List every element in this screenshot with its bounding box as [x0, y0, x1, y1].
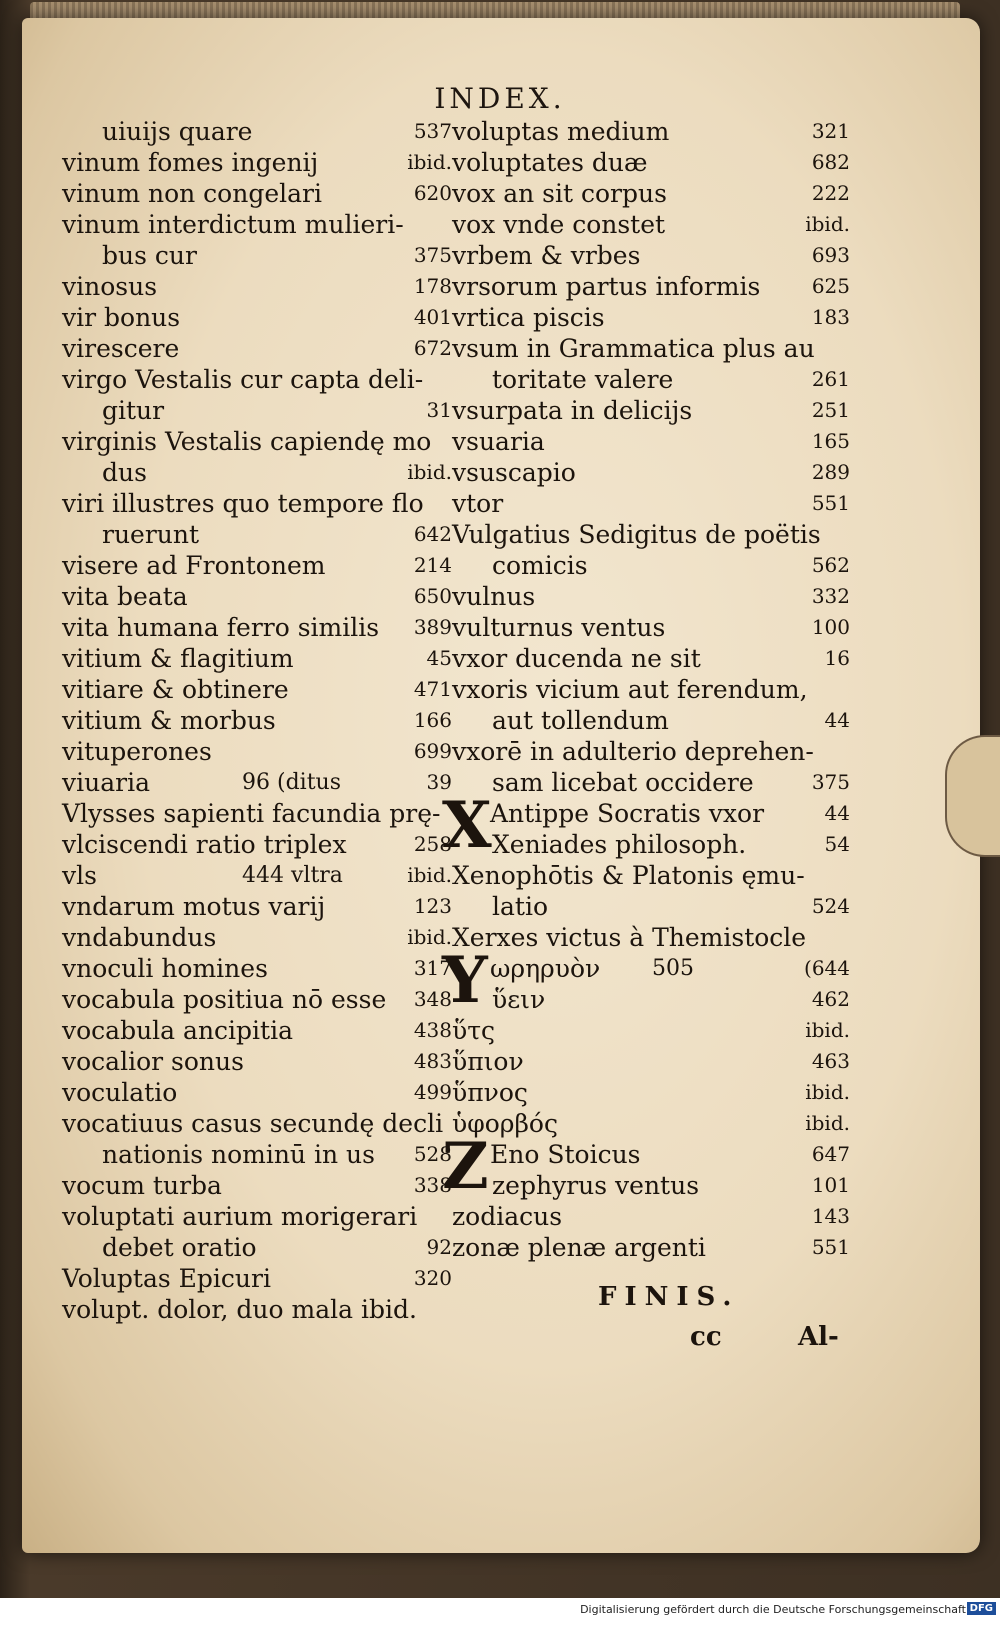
entry-term: Antippe Socratis vxor	[490, 799, 765, 828]
entry-term: Xeniades philosoph.	[492, 830, 747, 859]
entry-page-ref: 166	[413, 708, 452, 732]
entry-term: voluptati aurium morigerari	[62, 1202, 418, 1231]
entry-page-ref: ibid.	[805, 1080, 850, 1104]
index-entry	[62, 1170, 452, 1201]
index-entry	[62, 953, 452, 984]
index-entry	[62, 1263, 452, 1294]
entry-page-ref: ibid.	[805, 1018, 850, 1042]
entry-term: vox vnde constet	[452, 210, 666, 239]
index-entry	[62, 1294, 452, 1325]
index-entry	[62, 1046, 452, 1077]
entry-term: comicis	[492, 551, 588, 580]
entry-page-ref: 389	[413, 615, 452, 639]
entry-term: vituperones	[62, 737, 212, 766]
index-entry	[62, 767, 452, 798]
catchword: Al-	[798, 1322, 839, 1352]
entry-term: uiuijs quare	[102, 117, 253, 146]
index-entry	[62, 612, 452, 643]
index-entry	[62, 240, 452, 271]
index-entry	[62, 333, 452, 364]
index-entry	[62, 860, 452, 891]
index-entry	[452, 271, 850, 302]
entry-page-ref: 183	[811, 305, 850, 329]
entry-page-ref: 499	[413, 1080, 452, 1104]
entry-term: vitium & flagitium	[62, 644, 294, 673]
index-column-right	[442, 116, 850, 1263]
entry-term: ωρηρυὸν	[490, 954, 601, 983]
index-entry	[452, 1170, 850, 1201]
index-entry	[452, 581, 850, 612]
page-clip	[945, 735, 1000, 857]
page-header: INDEX.	[434, 82, 566, 115]
entry-term: vinum non congelari	[62, 179, 322, 208]
index-entry	[452, 333, 850, 364]
index-entry	[62, 736, 452, 767]
entry-term: zephyrus ventus	[492, 1171, 700, 1200]
entry-term: bus cur	[102, 241, 197, 270]
index-entry	[62, 922, 452, 953]
initial-letter: Y	[442, 943, 488, 1018]
entry-page-ref: 401	[413, 305, 452, 329]
entry-page-ref: 39	[426, 770, 452, 794]
entry-page-ref: 463	[811, 1049, 850, 1073]
dfg-logo: DFG	[967, 1602, 996, 1615]
entry-term: Vlysses sapienti facundia prę-	[62, 799, 441, 828]
index-entry	[452, 674, 850, 705]
entry-inline: 505	[652, 956, 694, 981]
index-entry	[62, 581, 452, 612]
entry-term: latio	[492, 892, 548, 921]
entry-term: vocum turba	[62, 1171, 222, 1200]
index-entry	[62, 705, 452, 736]
entry-term: vita beata	[62, 582, 188, 611]
entry-term: vsum in Grammatica plus au	[452, 334, 815, 363]
index-entry	[452, 457, 850, 488]
index-entry	[452, 147, 850, 178]
entry-term: vsuaria	[452, 427, 545, 456]
index-entry	[452, 395, 850, 426]
entry-term: viuaria	[62, 768, 150, 797]
entry-term: ὕπνος	[452, 1078, 528, 1107]
entry-term: sam licebat occidere	[492, 768, 754, 797]
index-entry	[62, 891, 452, 922]
entry-page-ref: 317	[413, 956, 452, 980]
index-column-left	[62, 116, 452, 1325]
index-entry	[452, 1201, 850, 1232]
entry-page-ref: 551	[811, 491, 850, 515]
entry-term: ὑφορβός	[452, 1109, 558, 1138]
entry-term: vocalior sonus	[62, 1047, 244, 1076]
index-entry	[452, 736, 850, 767]
entry-term: vocatiuus casus secundę decli	[62, 1109, 444, 1138]
entry-page-ref: 100	[811, 615, 850, 639]
entry-term: vrbem & vrbes	[452, 241, 641, 270]
index-entry	[62, 395, 452, 426]
entry-page-ref: 693	[811, 243, 850, 267]
entry-page-ref: 524	[811, 894, 850, 918]
index-entry	[62, 550, 452, 581]
index-entry	[62, 1015, 452, 1046]
entry-term: vocabula positiua nō esse	[62, 985, 387, 1014]
entry-page-ref: 620	[413, 181, 452, 205]
index-entry	[452, 209, 850, 240]
index-entry	[62, 116, 452, 147]
index-entry	[452, 116, 850, 147]
index-entry	[452, 240, 850, 271]
entry-page-ref: 16	[824, 646, 850, 670]
index-entry	[62, 271, 452, 302]
entry-term: vxoris vicium aut ferendum,	[452, 675, 808, 704]
index-entry	[452, 178, 850, 209]
entry-page-ref: 54	[824, 832, 850, 856]
entry-term: vndarum motus varij	[62, 892, 326, 921]
entry-term: vir bonus	[62, 303, 181, 332]
entry-page-ref: 375	[811, 770, 850, 794]
index-entry	[452, 426, 850, 457]
index-entry	[62, 1139, 452, 1170]
entry-term: vxorē in adulterio deprehen-	[452, 737, 814, 766]
signature-mark: cc	[690, 1322, 722, 1352]
entry-term: Vulgatius Sedigitus de poëtis	[452, 520, 821, 549]
index-entry	[62, 488, 452, 519]
index-entry	[452, 302, 850, 333]
entry-page-ref: 699	[413, 739, 452, 763]
entry-term: vox an sit corpus	[452, 179, 667, 208]
entry-term: Xerxes victus à Themistocle	[452, 923, 807, 952]
index-entry	[452, 612, 850, 643]
entry-page-ref: 143	[811, 1204, 850, 1228]
index-entry	[452, 1077, 850, 1108]
entry-page-ref: 178	[413, 274, 452, 298]
index-entry	[452, 891, 850, 922]
entry-term: ὕτς	[452, 1016, 496, 1045]
entry-page-ref: (644	[804, 956, 850, 980]
entry-page-ref: 338	[413, 1173, 452, 1197]
entry-term: voluptas medium	[452, 117, 670, 146]
index-entry	[62, 302, 452, 333]
index-entry	[452, 1232, 850, 1263]
entry-page-ref: 375	[413, 243, 452, 267]
index-entry	[62, 457, 452, 488]
index-entry	[62, 798, 452, 829]
index-entry	[62, 674, 452, 705]
index-entry	[452, 705, 850, 736]
entry-page-ref: 289	[811, 460, 850, 484]
entry-page-ref: 214	[413, 553, 452, 577]
entry-page-ref: ibid.	[805, 212, 850, 236]
entry-term: virescere	[62, 334, 180, 363]
entry-inline: 96 (ditus	[242, 770, 341, 795]
entry-page-ref: 348	[413, 987, 452, 1011]
index-entry	[62, 426, 452, 457]
entry-term: vrtica piscis	[452, 303, 605, 332]
entry-term: zonæ plenæ argenti	[452, 1233, 706, 1262]
index-entry	[62, 829, 452, 860]
entry-page-ref: 258	[413, 832, 452, 856]
entry-page-ref: ibid.	[407, 150, 452, 174]
entry-term: gitur	[102, 396, 165, 425]
index-entry	[452, 519, 850, 550]
index-entry	[452, 550, 850, 581]
entry-term: voculatio	[62, 1078, 178, 1107]
index-entry	[452, 1046, 850, 1077]
entry-term: vinum fomes ingenij	[62, 148, 319, 177]
entry-page-ref: 682	[811, 150, 850, 174]
index-entry	[62, 209, 452, 240]
entry-term: vitium & morbus	[62, 706, 276, 735]
entry-page-ref: 625	[811, 274, 850, 298]
initial-letter: Z	[442, 1129, 489, 1204]
entry-term: vitiare & obtinere	[62, 675, 289, 704]
entry-page-ref: 537	[413, 119, 452, 143]
index-entry	[452, 922, 850, 953]
entry-inline: 444 vltra	[242, 863, 343, 888]
entry-term: vulnus	[452, 582, 536, 611]
entry-term: vtor	[452, 489, 504, 518]
entry-term: vinum interdictum mulieri-	[62, 210, 404, 239]
initial-letter: X	[442, 788, 492, 863]
entry-page-ref: 321	[811, 119, 850, 143]
entry-page-ref: 551	[811, 1235, 850, 1259]
index-entry	[452, 643, 850, 674]
entry-term: vocabula ancipitia	[62, 1016, 293, 1045]
index-entry	[62, 1108, 452, 1139]
index-entry	[62, 519, 452, 550]
entry-page-ref: 222	[811, 181, 850, 205]
entry-page-ref: 92	[426, 1235, 452, 1259]
entry-term: visere ad Frontonem	[62, 551, 326, 580]
entry-page-ref: 438	[413, 1018, 452, 1042]
entry-term: debet oratio	[102, 1233, 257, 1262]
entry-term: ὕειν	[492, 985, 546, 1014]
entry-page-ref: ibid.	[407, 863, 452, 887]
entry-page-ref: 471	[413, 677, 452, 701]
entry-page-ref: 320	[413, 1266, 452, 1290]
entry-page-ref: 647	[811, 1142, 850, 1166]
entry-term: ὕπιον	[452, 1047, 524, 1076]
index-entry	[452, 767, 850, 798]
entry-term: vxor ducenda ne sit	[452, 644, 701, 673]
entry-page-ref: 562	[811, 553, 850, 577]
entry-term: dus	[102, 458, 147, 487]
index-entry	[452, 984, 850, 1015]
entry-page-ref: 462	[811, 987, 850, 1011]
entry-page-ref: 642	[413, 522, 452, 546]
entry-page-ref: 44	[824, 708, 850, 732]
entry-page-ref: ibid.	[407, 925, 452, 949]
index-entry	[62, 1232, 452, 1263]
entry-page-ref: 672	[413, 336, 452, 360]
entry-term: vls	[62, 861, 97, 890]
entry-page-ref: 31	[426, 398, 452, 422]
index-entry	[452, 364, 850, 395]
index-entry	[62, 364, 452, 395]
entry-page-ref: 261	[811, 367, 850, 391]
entry-term: virginis Vestalis capiendę mo	[62, 427, 432, 456]
index-entry	[452, 488, 850, 519]
footer-bar	[0, 1598, 1000, 1625]
index-entry	[452, 1015, 850, 1046]
index-entry	[452, 829, 850, 860]
index-entry	[62, 147, 452, 178]
entry-term: vrsorum partus informis	[452, 272, 761, 301]
entry-term: Xenophōtis & Platonis ęmu-	[452, 861, 805, 890]
entry-term: Voluptas Epicuri	[62, 1264, 271, 1293]
entry-term: vnoculi homines	[62, 954, 268, 983]
entry-page-ref: 165	[811, 429, 850, 453]
index-entry	[62, 984, 452, 1015]
entry-term: vulturnus ventus	[452, 613, 666, 642]
entry-term: ruerunt	[102, 520, 200, 549]
footer-credit: Digitalisierung gefördert durch die Deutsche Forschungsgemeinschaft	[580, 1603, 966, 1616]
index-entry	[62, 1077, 452, 1108]
entry-page-ref: 123	[413, 894, 452, 918]
entry-term: vita humana ferro similis	[62, 613, 380, 642]
entry-term: vsuscapio	[452, 458, 576, 487]
entry-term: viri illustres quo tempore flo	[62, 489, 424, 518]
entry-term: Eno Stoicus	[490, 1140, 641, 1169]
entry-page-ref: ibid.	[407, 460, 452, 484]
index-entry	[62, 643, 452, 674]
entry-term: zodiacus	[452, 1202, 563, 1231]
index-entry	[62, 1201, 452, 1232]
entry-term: vlciscendi ratio triplex	[62, 830, 347, 859]
entry-term: aut tollendum	[492, 706, 669, 735]
entry-term: volupt. dolor, duo mala ibid.	[62, 1295, 417, 1324]
entry-page-ref: 483	[413, 1049, 452, 1073]
index-entry	[452, 1108, 850, 1139]
entry-term: virgo Vestalis cur capta deli-	[62, 365, 424, 394]
entry-page-ref: 251	[811, 398, 850, 422]
index-entry	[452, 860, 850, 891]
entry-page-ref: 101	[811, 1173, 850, 1197]
entry-term: vsurpata in delicijs	[452, 396, 693, 425]
entry-page-ref: 528	[413, 1142, 452, 1166]
entry-page-ref: ibid.	[805, 1111, 850, 1135]
entry-page-ref: 45	[426, 646, 452, 670]
finis-text: FINIS.	[598, 1282, 740, 1312]
entry-term: voluptates duæ	[452, 148, 648, 177]
entry-term: toritate valere	[492, 365, 674, 394]
entry-term: nationis nominū in us	[102, 1140, 375, 1169]
entry-term: vndabundus	[62, 923, 217, 952]
index-entry	[62, 178, 452, 209]
entry-page-ref: 332	[811, 584, 850, 608]
entry-page-ref: 650	[413, 584, 452, 608]
entry-term: vinosus	[62, 272, 158, 301]
entry-page-ref: 44	[824, 801, 850, 825]
